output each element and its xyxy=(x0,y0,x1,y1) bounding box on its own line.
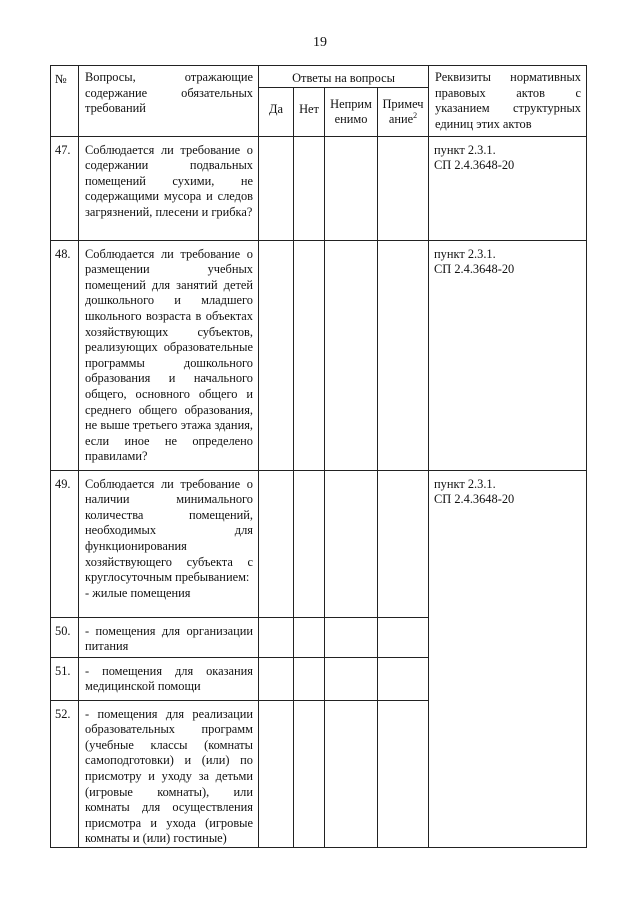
header-requisites: Реквизиты нормативных правовых актов с указанием структурных единиц этих актов xyxy=(429,66,587,137)
requisite-act: СП 2.4.3648-20 xyxy=(434,158,515,173)
answer-no-cell[interactable] xyxy=(294,657,325,700)
row-question: Соблюдается ли требование о содержании подвальных помещений сухими, не содержащими мусора и следов загрязнений, плесени и грибка? xyxy=(79,136,259,240)
row-question-text: Соблюдается ли требование о наличии минимального количества помещений, необходимых для функционирования хозяйствующего субъекта с круглосуточным пребыванием: xyxy=(85,476,253,585)
answer-yes-cell[interactable] xyxy=(259,136,294,240)
row-question: - помещения для организации питания xyxy=(79,617,259,657)
header-not-applicable: Неприм енимо xyxy=(325,87,378,136)
answer-yes-cell[interactable] xyxy=(259,617,294,657)
answer-no-cell[interactable] xyxy=(294,136,325,240)
row-question-item: - жилые помещения xyxy=(85,585,191,600)
answer-yes-cell[interactable] xyxy=(259,240,294,470)
answer-note-cell[interactable] xyxy=(378,136,429,240)
checklist-table xyxy=(50,65,587,848)
header-no: Нет xyxy=(294,87,325,136)
requisite-clause: пункт 2.3.1. xyxy=(434,476,496,491)
answer-yes-cell[interactable] xyxy=(259,700,294,847)
row-requisites xyxy=(429,136,587,240)
answer-note-cell[interactable] xyxy=(378,470,429,617)
table-row-48 xyxy=(51,240,587,470)
header-question: Вопросы, отражающие содержание обязательных требований xyxy=(79,66,259,137)
answer-na-cell[interactable] xyxy=(325,617,378,657)
row-requisites xyxy=(429,240,587,470)
page-number: 19 xyxy=(313,35,327,50)
table-row-49 xyxy=(51,470,587,617)
row-requisites xyxy=(429,470,587,847)
answer-na-cell[interactable] xyxy=(325,470,378,617)
row-question: Соблюдается ли требование о размещении учебных помещений для занятий детей дошкольного и младшего школьного возраста в объектах хозяйствующих субъектов, реализующих образовательные программы дошкольного образования и начального общего, основного общего и среднего общего образования, не выше третьего этажа здания, если иное не определено правилами? xyxy=(79,240,259,470)
answer-no-cell[interactable] xyxy=(294,470,325,617)
answer-na-cell[interactable] xyxy=(325,700,378,847)
header-answers: Ответы на вопросы xyxy=(259,66,429,88)
answer-note-cell[interactable] xyxy=(378,657,429,700)
answer-note-cell[interactable] xyxy=(378,700,429,847)
row-number: 52. xyxy=(51,700,79,847)
header-yes: Да xyxy=(259,87,294,136)
row-question xyxy=(79,470,259,617)
row-question: - помещения для оказания медицинской помощи xyxy=(79,657,259,700)
header-row xyxy=(51,66,587,88)
header-note xyxy=(378,87,429,136)
header-number: № xyxy=(51,66,79,137)
requisite-act: СП 2.4.3648-20 xyxy=(434,492,515,507)
answer-note-cell[interactable] xyxy=(378,617,429,657)
answer-na-cell[interactable] xyxy=(325,136,378,240)
row-number: 50. xyxy=(51,617,79,657)
row-number: 51. xyxy=(51,657,79,700)
answer-yes-cell[interactable] xyxy=(259,470,294,617)
requisite-clause: пункт 2.3.1. xyxy=(434,142,496,157)
row-number: 47. xyxy=(51,136,79,240)
header-note-footnote: 2 xyxy=(413,111,418,121)
answer-yes-cell[interactable] xyxy=(259,657,294,700)
header-note-text: Примеч ание xyxy=(382,96,424,127)
answer-no-cell[interactable] xyxy=(294,700,325,847)
answer-no-cell[interactable] xyxy=(294,240,325,470)
requisite-clause: пункт 2.3.1. xyxy=(434,246,496,261)
row-number: 49. xyxy=(51,470,79,617)
row-question: - помещения для реализации образовательных программ (учебные классы (комнаты самоподготовки) и (или) по присмотру и уходу за детьми (игровые комнаты), или комнаты для осуществления присмотра и ухода (игровые комнаты и (или) гостиные) xyxy=(79,700,259,847)
answer-no-cell[interactable] xyxy=(294,617,325,657)
answer-na-cell[interactable] xyxy=(325,240,378,470)
answer-note-cell[interactable] xyxy=(378,240,429,470)
row-number: 48. xyxy=(51,240,79,470)
requisite-act: СП 2.4.3648-20 xyxy=(434,262,515,277)
answer-na-cell[interactable] xyxy=(325,657,378,700)
table-row-47 xyxy=(51,136,587,240)
